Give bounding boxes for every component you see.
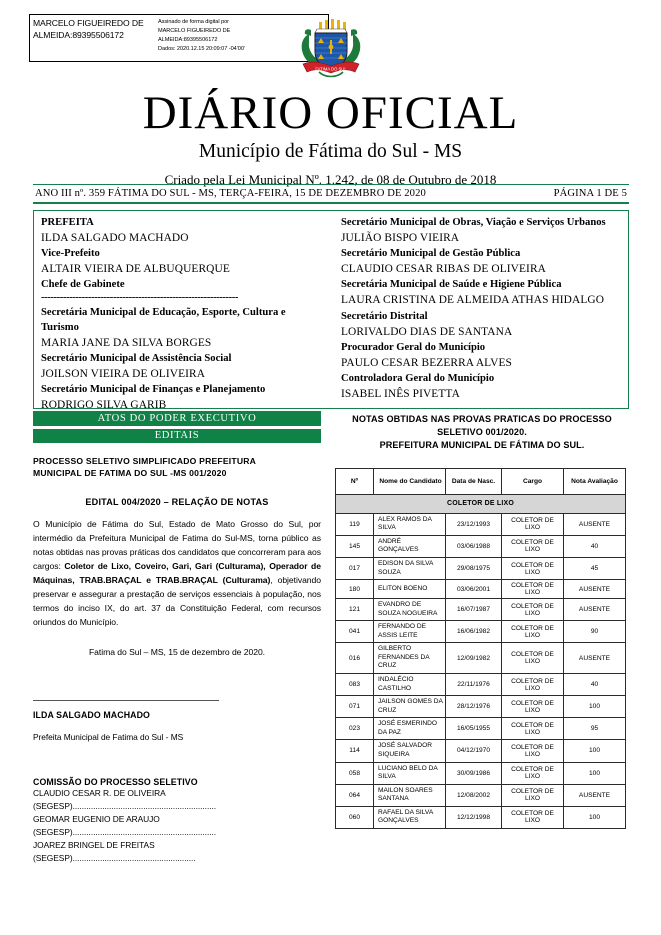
official-name: LORIVALDO DIAS DE SANTANA [341, 325, 513, 338]
cell-num: 180 [336, 580, 374, 599]
cell-cargo: COLETOR DE LIXO [502, 535, 564, 557]
cell-nota: AUSENTE [564, 580, 626, 599]
cell-nota: AUSENTE [564, 599, 626, 621]
column-header-num: Nº [336, 468, 374, 494]
cell-cargo: COLETOR DE LIXO [502, 643, 564, 674]
signature-rule [33, 700, 219, 701]
cell-nome: FERNANDO DE ASSIS LEITE [374, 621, 446, 643]
table-row [336, 740, 626, 762]
official-role: Secretário Municipal de Assistência Social [41, 352, 232, 364]
cell-nota: 100 [564, 806, 626, 828]
cell-data: 03/06/2001 [446, 580, 502, 599]
cell-data: 16/06/1982 [446, 621, 502, 643]
cell-cargo: COLETOR DE LIXO [502, 580, 564, 599]
cell-num: 016 [336, 643, 374, 674]
cell-cargo: COLETOR DE LIXO [502, 696, 564, 718]
cell-nota: AUSENTE [564, 513, 626, 535]
commission-member: JOAREZ BRINGEL DE FREITAS [33, 839, 155, 850]
edital-signer-role: Prefeita Municipal de Fatima do Sul - MS [33, 731, 184, 742]
svg-text:FATIMA DO SUL: FATIMA DO SUL [315, 66, 347, 72]
cell-cargo: COLETOR DE LIXO [502, 557, 564, 579]
signature-box [29, 14, 329, 62]
cell-cargo: COLETOR DE LIXO [502, 718, 564, 740]
cell-data: 28/12/1976 [446, 696, 502, 718]
notas-heading-line-3: PREFEITURA MUNICIPAL DE FÁTIMA DO SUL. [379, 439, 585, 450]
cell-nota: AUSENTE [564, 784, 626, 806]
edital-body-part-1: O Município de Fátima do Sul, Estado de Mato Grosso do Sul, por intermédio da Prefeitura Municipal de Fatima do Sul-MS, torna público as notas obtidas nas provas práticas dos candidatos que concorreram para aos cargos: [33, 519, 321, 572]
column-header-nome: Nome do Candidato [374, 468, 446, 494]
cell-cargo: COLETOR DE LIXO [502, 513, 564, 535]
cell-nome: GILBERTO FERNANDES DA CRUZ [374, 643, 446, 674]
edital-head-line-1: PROCESSO SELETIVO SIMPLIFICADO PREFEITURA [33, 456, 257, 466]
right-column [335, 413, 629, 829]
cell-cargo: COLETOR DE LIXO [502, 621, 564, 643]
cell-nome: JOSÉ SALVADOR SIQUEIRA [374, 740, 446, 762]
cell-data: 16/05/1955 [446, 718, 502, 740]
column-header-cargo: Cargo [502, 468, 564, 494]
cell-nome: ANDRÉ GONÇALVES [374, 535, 446, 557]
notas-heading-line-1: NOTAS OBTIDAS NAS PROVAS PRATICAS DO PROCESSO [352, 414, 612, 424]
notas-heading [335, 413, 629, 452]
edital-body-roles: Coletor de Lixo, Coveiro, Gari, Gari (Culturama), Operador de Máquinas, TRAB.BRAÇAL e TRAB.BRAÇAL (Culturama) [33, 561, 321, 586]
section-bar-atos: ATOS DO PODER EXECUTIVO [33, 411, 321, 426]
notas-table [335, 468, 626, 829]
commission-member: CLAUDIO CESAR R. DE OLIVEIRA [33, 787, 166, 798]
official-name: ISABEL INÊS PIVETTA [341, 388, 460, 401]
notas-table-head [336, 468, 626, 494]
cell-nota: 100 [564, 762, 626, 784]
masthead [0, 87, 661, 188]
cell-data: 29/08/1975 [446, 557, 502, 579]
official-role: Chefe de Gabinete [41, 279, 125, 291]
officials-separator: --------------------------------------------------------------- [41, 292, 239, 304]
commission-member-line: (SEGESP)...................................................... [33, 852, 196, 863]
edital-head [33, 455, 321, 479]
cargo-band-label: COLETOR DE LIXO [336, 494, 626, 513]
official-role: Secretário Municipal de Obras, Viação e Serviços Urbanos [341, 217, 606, 228]
table-row [336, 580, 626, 599]
cell-nome: EDISON DA SILVA SOUZA [374, 557, 446, 579]
table-row [336, 513, 626, 535]
table-row [336, 784, 626, 806]
left-column [33, 455, 321, 865]
cell-cargo: COLETOR DE LIXO [502, 740, 564, 762]
cell-num: 114 [336, 740, 374, 762]
section-bars [33, 411, 321, 443]
cell-num: 064 [336, 784, 374, 806]
official-name: PAULO CESAR BEZERRA ALVES [341, 356, 512, 369]
official-role: Secretária Municipal de Saúde e Higiene Pública [341, 279, 562, 291]
cell-data: 12/08/2002 [446, 784, 502, 806]
edital-signer-name: ILDA SALGADO MACHADO [33, 709, 151, 720]
cell-nome: EVANDRO DE SOUZA NOGUEIRA [374, 599, 446, 621]
official-name: RODRIGO SILVA GARIB [41, 399, 167, 412]
masthead-subtitle: Município de Fátima do Sul - MS [198, 141, 463, 162]
edital-title: EDITAL 004/2020 – RELAÇÃO DE NOTAS [85, 497, 269, 508]
officials-column-left [34, 215, 331, 412]
table-row [336, 718, 626, 740]
column-header-nota: Nota Avaliação [564, 468, 626, 494]
commission-member: GEOMAR EUGENIO DE ARAUJO [33, 813, 160, 824]
official-name: ALTAIR VIEIRA DE ALBUQUERQUE [41, 263, 230, 276]
table-row [336, 762, 626, 784]
table-row [336, 535, 626, 557]
digital-signature-stamp [29, 14, 329, 62]
signature-detail-line-2: MARCELO FIGUEIREDO DE [158, 28, 231, 35]
issue-bar [33, 184, 629, 204]
cell-nota: 45 [564, 557, 626, 579]
commission-member-line: (SEGESP)............................................................... [33, 826, 217, 837]
cell-num: 060 [336, 806, 374, 828]
cell-num: 121 [336, 599, 374, 621]
cell-data: 12/09/1982 [446, 643, 502, 674]
cell-nome: ALEX RAMOS DA SILVA [374, 513, 446, 535]
column-header-data: Data de Nasc. [446, 468, 502, 494]
cell-nota: 90 [564, 621, 626, 643]
cell-nota: 40 [564, 674, 626, 696]
table-row [336, 599, 626, 621]
official-name: LAURA CRISTINA DE ALMEIDA ATHAS HIDALGO [341, 294, 605, 307]
cell-nome: RAFAEL DA SILVA GONÇALVES [374, 806, 446, 828]
cell-nota: AUSENTE [564, 643, 626, 674]
signature-detail-line-1: Assinado de forma digital por [158, 19, 229, 25]
table-header-row [336, 468, 626, 494]
table-row [336, 557, 626, 579]
official-role: Secretário Municipal de Gestão Pública [341, 248, 521, 260]
notas-table-body [336, 494, 626, 828]
issue-rule-bottom [33, 202, 629, 204]
page-title: DIÁRIO OFICIAL [142, 87, 519, 139]
cell-nota: 95 [564, 718, 626, 740]
edital-body [33, 518, 321, 629]
signature-detail-line-4: Dados: 2020.12.15 20:09:07 -04'00' [158, 46, 245, 53]
issue-page-number: PÁGINA 1 DE 5 [553, 188, 627, 199]
cell-nota: 100 [564, 696, 626, 718]
official-name: JOILSON VIEIRA DE OLIVEIRA [41, 367, 206, 380]
cell-num: 041 [336, 621, 374, 643]
official-role: Secretário Municipal de Finanças e Planejamento [41, 384, 266, 396]
notas-heading-line-2: SELETIVO 001/2020. [437, 426, 527, 437]
official-role: Secretária Municipal de Educação, Esporte, Cultura e Turismo [41, 306, 286, 333]
issue-left-text: ANO III nº. 359 FÁTIMA DO SUL - MS, TERÇA-FEIRA, 15 DE DEZEMBRO DE 2020 [35, 188, 426, 199]
cell-nome: MAILON SOARES SANTANA [374, 784, 446, 806]
edital-date-line: Fatima do Sul – MS, 15 de dezembro de 2020. [88, 646, 266, 657]
cell-nome: ELITON BOENO [374, 580, 446, 599]
cell-cargo: COLETOR DE LIXO [502, 674, 564, 696]
official-role: Controladora Geral do Município [341, 373, 495, 385]
edital-body-part-2: , objetivando preservar e assegurar a prestação de serviços essenciais à população, nos termos do inciso IX, do art. 37 da Constituição Federal, com recursos oriundos do Município. [33, 575, 321, 627]
edital-head-line-2: MUNICIPAL DE FATIMA DO SUL -MS 001/2020 [33, 468, 227, 479]
cell-num: 083 [336, 674, 374, 696]
signature-signer-name: MARCELO FIGUEIREDO DE ALMEIDA:89395506172 [33, 18, 144, 41]
cell-data: 22/11/1976 [446, 674, 502, 696]
cell-cargo: COLETOR DE LIXO [502, 599, 564, 621]
cell-nome: JOSÉ ESMERINDO DA PAZ [374, 718, 446, 740]
table-row [336, 806, 626, 828]
official-role: Procurador Geral do Município [341, 341, 486, 353]
official-name: JULIÃO BISPO VIEIRA [341, 232, 460, 245]
cell-nome: LUCIANO BELO DA SILVA [374, 762, 446, 784]
cell-num: 119 [336, 513, 374, 535]
masthead-law-line: Criado pela Lei Municipal Nº. 1.242, de 08 de Outubro de 2018 [164, 172, 497, 188]
officials-panel [33, 210, 629, 412]
official-name: CLAUDIO CESAR RIBAS DE OLIVEIRA [341, 263, 546, 276]
officials-column-right [331, 215, 628, 408]
cell-data: 16/07/1987 [446, 599, 502, 621]
cell-data: 30/09/1986 [446, 762, 502, 784]
cell-cargo: COLETOR DE LIXO [502, 806, 564, 828]
cell-num: 017 [336, 557, 374, 579]
table-row [336, 674, 626, 696]
section-bar-editais: EDITAIS [33, 429, 321, 444]
commission-member-line: (SEGESP)............................................................... [33, 800, 217, 811]
table-row [336, 643, 626, 674]
cell-nota: 100 [564, 740, 626, 762]
official-name: MARIA JANE DA SILVA BORGES [41, 336, 212, 349]
cell-nome: JAILSON GOMES DA CRUZ [374, 696, 446, 718]
cell-data: 23/12/1993 [446, 513, 502, 535]
cell-num: 058 [336, 762, 374, 784]
official-role: PREFEITA [41, 217, 94, 228]
cell-num: 071 [336, 696, 374, 718]
cell-nota: 40 [564, 535, 626, 557]
commission-title: COMISSÃO DO PROCESSO SELETIVO [33, 776, 198, 787]
cell-nome: INDALÉCIO CASTILHO [374, 674, 446, 696]
issue-line [33, 185, 629, 202]
official-role: Secretário Distrital [341, 310, 428, 322]
official-name: ILDA SALGADO MACHADO [41, 232, 189, 245]
cell-cargo: COLETOR DE LIXO [502, 762, 564, 784]
cell-data: 04/12/1970 [446, 740, 502, 762]
cell-num: 023 [336, 718, 374, 740]
cell-data: 12/12/1998 [446, 806, 502, 828]
cargo-band-row [336, 494, 626, 513]
table-row [336, 696, 626, 718]
official-role: Vice-Prefeito [41, 248, 100, 260]
cell-num: 145 [336, 535, 374, 557]
cell-data: 03/06/1988 [446, 535, 502, 557]
signature-detail-line-3: ALMEIDA:89395506172 [158, 37, 218, 44]
cell-cargo: COLETOR DE LIXO [502, 784, 564, 806]
table-row [336, 621, 626, 643]
coat-of-arms-icon [297, 16, 365, 82]
